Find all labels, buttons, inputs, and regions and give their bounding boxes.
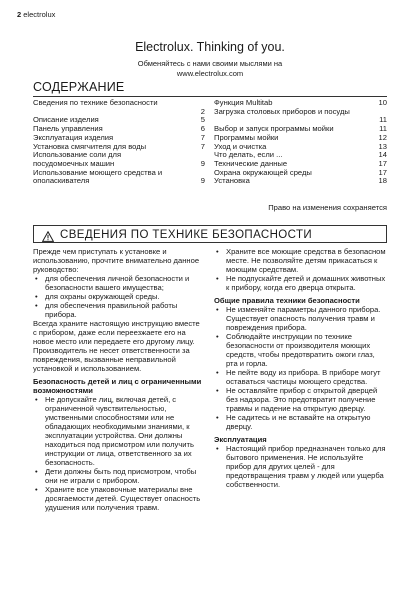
page-header [17,10,55,19]
children-safety-heading: Безопасность детей и лиц с ограниченными возможностями [33,377,202,395]
toc-entry-title: Загрузка столовых приборов и посуды [214,106,350,116]
toc-entry-page: 10 [378,98,387,107]
toc-entry[interactable] [214,177,387,186]
bullet-item: • Храните все моющие средства в безопасном месте. Не позволяйте детям прикасаться к моющим средствам. [214,247,387,274]
toc-entry-title: Эксплуатация изделия [33,132,114,142]
toc-entry-page: 9 [200,176,205,186]
toc-entry-page: 12 [378,132,387,142]
bullet-item: • для охраны окружающей среды. [33,292,205,301]
bullet-item: • Не подпускайте детей и домашних животных к прибору, когда его дверца открыта. [214,274,387,292]
toc-entry-title: Панель управления [33,124,103,134]
operation-list [214,444,387,489]
bullet-item: • для обеспечения личной безопасности и безопасности вашего имущества; [33,274,205,292]
safety-right-column [214,247,387,489]
bullet-item: • Настоящий прибор предназначен только для бытового применения. Не используйте прибор для других целей - для предотвращения травм у людей или ущерба собственности. [214,444,387,489]
share-text [0,59,420,78]
toc-entry-title: Сведения по технике безопасности [33,98,158,107]
bullet-item: • Не садитесь и не вставайте на открытую дверцу. [214,413,387,431]
toc-entry-title: посудомоечных машин [33,158,115,168]
toc-entry-title: Программы мойки [214,132,279,142]
rights-note: Право на изменения сохраняется [268,203,387,212]
bullet-item: • Не оставляйте прибор с открытой дверцей без надзора. Это предотвратит получение травмы и падение на открытую дверцу. [214,386,387,413]
section-title: СВЕДЕНИЯ ПО ТЕХНИКЕ БЕЗОПАСНОСТИ [60,229,313,241]
detergent-safety-list [214,247,387,292]
safety-left-column [33,247,205,512]
toc-entry-page: 2 [200,106,205,116]
toc-entry-title: Технические данные [214,158,288,168]
toc-entry-page: 18 [378,176,387,186]
toc-right-column [214,99,387,186]
general-safety-heading: Общие правила техники безопасности [214,296,360,305]
toc-entry-page: 6 [200,124,205,134]
toc-entry-title: Функция Multitab [214,98,273,107]
toc-left-column [33,99,205,186]
slogan: Electrolux. Thinking of you. [135,40,285,54]
bullet-item: • Не изменяйте параметры данного прибора. Существует опасность получения травм и повреждения прибора. [214,305,387,332]
brand-name: electrolux [23,10,56,19]
toc-entry-title: Уход и очистка [214,141,267,151]
toc-entry-title: Выбор и запуск программы мойки [214,124,334,134]
liability-text: Производитель не несет ответственности за повреждения, вызванные неправильной установкой и использованием. [33,346,190,373]
toc-divider [33,96,387,97]
share-line: Обменяйтесь с нами своими мыслями на [137,59,283,68]
bullet-item: • Соблюдайте инструкции по технике безопасности от производителя моющих средств, чтобы предотвратить ожоги глаз, рта и горла. [214,332,387,368]
toc-entry-title: Описание изделия [33,115,99,125]
toc-entry-page: 17 [378,167,387,177]
toc-title: СОДЕРЖАНИЕ [33,80,125,94]
toc-entry-title: Установка смягчителя для воды [33,141,147,151]
toc-entry[interactable] [33,99,205,108]
children-safety-list [33,395,205,512]
bullet-item: • для обеспечения правильной работы прибора. [33,301,205,319]
toc-entry-title: ополаскивателя [33,176,90,186]
toc-entry-title: Охрана окружающей среды [214,167,312,177]
toc-entry-page: 17 [378,158,387,168]
toc-entry[interactable] [33,177,205,186]
toc-entry[interactable] [214,108,387,117]
general-safety-list [214,305,387,431]
bullet-item: • Не допускайте лиц, включая детей, с ограниченной чувствительностью, умственными способностями или не обладающих необходимыми знаниями, к эксплуатации устройства. Они должны находиться под присмотром или получить инструкции от лица, ответственного за их безопасность. [33,395,205,467]
intro-list [33,274,205,319]
bullet-item: • Не пейте воду из прибора. В приборе могут оставаться частицы моющего средства. [214,368,387,386]
bullet-item: • Дети должны быть под присмотром, чтобы они не играли с прибором. [33,467,205,485]
bullet-item: • Храните все упаковочные материалы вне досягаемости детей. Существует опасность удушения или получения травм. [33,485,205,512]
toc-entry-page: 7 [200,132,205,142]
toc-entry-title: Использование моющего средства и [33,167,163,177]
toc-entry-title: Использование соли для [33,150,122,160]
keep-instructions-text: Всегда храните настоящую инструкцию вместе с прибором, даже если переезжаете его на новое место или передаете его другому лицу. [33,319,200,346]
toc-entry-page: 14 [378,150,387,160]
toc-entry-page: 9 [200,158,205,168]
website-link[interactable]: www.electrolux.com [176,68,244,78]
toc-entry-page: 5 [200,115,205,125]
toc-entry-page: 11 [379,124,387,134]
operation-heading: Эксплуатация [214,435,267,444]
intro-text: Прежде чем приступать к установке и использованию, прочтите внимательно данное руководство: [33,247,200,274]
warning-icon [42,229,54,247]
toc-entry-page: 7 [200,141,205,151]
toc-entry-page: 11 [379,115,387,125]
page-number: 2 [17,10,22,19]
toc-entry-title: Установка [214,176,250,186]
toc-entry-page: 13 [378,141,387,151]
toc-entry-title: Что делать, если ... [214,150,283,160]
